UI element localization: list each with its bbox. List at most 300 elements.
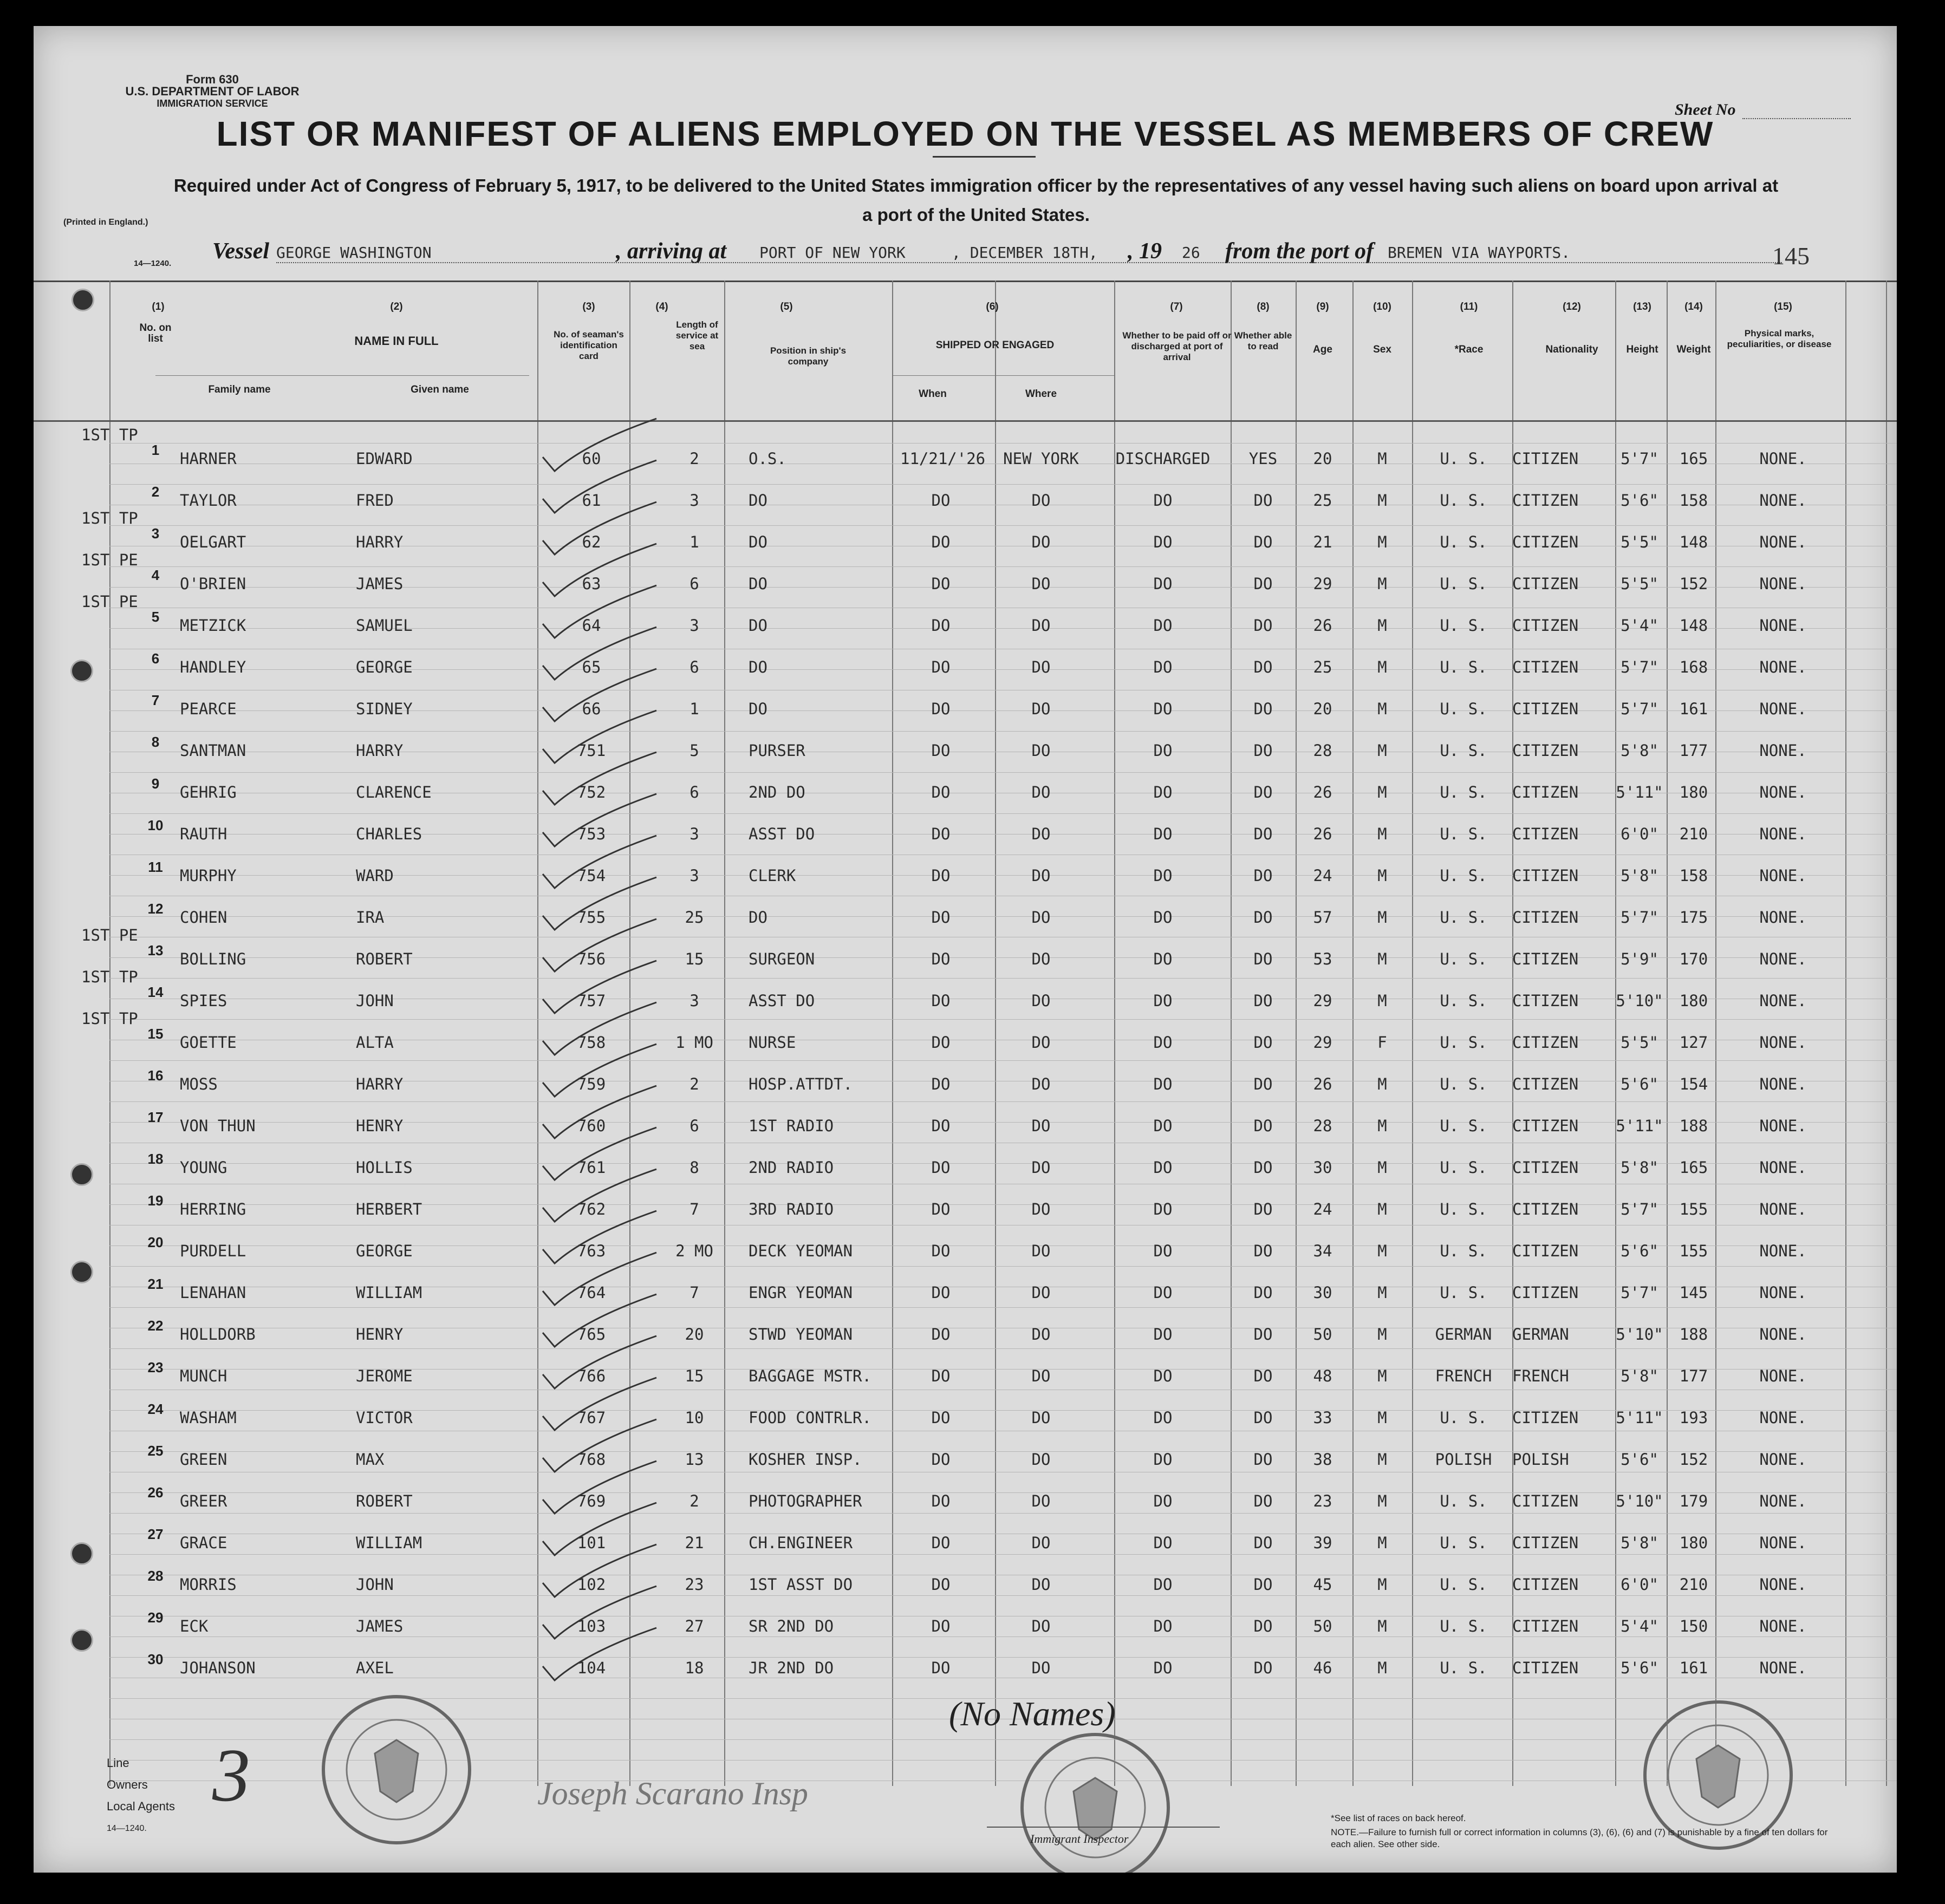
- card-number: 102: [577, 1575, 606, 1594]
- physical-marks: NONE.: [1759, 1450, 1807, 1469]
- family-name: PURDELL: [180, 1242, 246, 1260]
- age: 53: [1313, 950, 1332, 968]
- paid-off: DO: [1153, 1409, 1173, 1427]
- family-name: COHEN: [180, 908, 227, 927]
- footer-form-code: 14—1240.: [107, 1824, 147, 1833]
- race: U. S.: [1440, 825, 1487, 843]
- race: U. S.: [1440, 1534, 1487, 1552]
- paid-off: DO: [1153, 992, 1173, 1010]
- shipped-where: DO: [1031, 1283, 1051, 1302]
- nationality: CITIZEN: [1512, 1617, 1579, 1635]
- shipped-when: DO: [931, 992, 951, 1010]
- family-name: SANTMAN: [180, 741, 246, 760]
- race: GERMAN: [1435, 1325, 1492, 1344]
- col-num-13: (13): [1633, 301, 1651, 312]
- row-number: 26: [147, 1484, 164, 1501]
- given-name: SIDNEY: [356, 700, 413, 718]
- check-mark: [543, 1169, 656, 1222]
- check-mark: [543, 1628, 656, 1680]
- owners-label: Owners: [107, 1778, 148, 1791]
- family-name: LENAHAN: [180, 1283, 246, 1302]
- sex: M: [1377, 1409, 1387, 1427]
- nationality: CITIZEN: [1512, 575, 1579, 593]
- page-subtitle: Required under Act of Congress of February 5, 1917, to be delivered to the United States immigration officer by the representatives of any vessel having such aliens on board upon arrival at a port of the United States.: [173, 175, 1779, 225]
- shipped-when: DO: [931, 1492, 951, 1510]
- shipped-when: DO: [931, 1450, 951, 1469]
- length-of-service: 6: [689, 783, 699, 801]
- row-number: 25: [147, 1443, 164, 1459]
- shipped-when: 11/21/'26: [900, 449, 986, 468]
- family-name: GREER: [180, 1492, 227, 1510]
- form-number: Form 630: [186, 73, 239, 86]
- age: 28: [1313, 1117, 1332, 1135]
- family-name: SPIES: [180, 992, 227, 1010]
- handwritten-number: 3: [212, 1733, 250, 1817]
- title-rule: [933, 156, 1036, 158]
- weight: 193: [1679, 1409, 1708, 1427]
- given-name: HOLLIS: [356, 1158, 413, 1177]
- shipped-where: DO: [1031, 1367, 1051, 1385]
- family-name: MORRIS: [180, 1575, 237, 1594]
- paid-off: DO: [1153, 1659, 1173, 1677]
- paid-off: DO: [1153, 1617, 1173, 1635]
- family-name: METZICK: [180, 616, 246, 635]
- col-num-4: (4): [655, 301, 668, 312]
- length-of-service: 3: [689, 866, 699, 885]
- page-number: 145: [1772, 242, 1810, 270]
- position: PHOTOGRAPHER: [749, 1492, 862, 1510]
- given-name: JOHN: [356, 992, 394, 1010]
- nationality: CITIZEN: [1512, 533, 1579, 551]
- shipped-when: DO: [931, 1575, 951, 1594]
- sex: M: [1377, 1158, 1387, 1177]
- weight: 127: [1679, 1033, 1708, 1052]
- position: HOSP.ATTDT.: [749, 1075, 853, 1093]
- sex: M: [1377, 1450, 1387, 1469]
- nationality: CITIZEN: [1512, 741, 1579, 760]
- race: U. S.: [1440, 1117, 1487, 1135]
- nationality: CITIZEN: [1512, 908, 1579, 927]
- col-head-height: Height: [1626, 344, 1658, 355]
- position: NURSE: [749, 1033, 796, 1052]
- paid-off: DO: [1153, 533, 1173, 551]
- height: 5'5": [1621, 533, 1658, 551]
- row-number: 24: [147, 1401, 164, 1417]
- row-number: 17: [147, 1109, 164, 1125]
- able-to-read: YES: [1248, 449, 1278, 468]
- given-name: CHARLES: [356, 825, 422, 843]
- shipped-when: DO: [931, 1367, 951, 1385]
- shipped-where: DO: [1031, 533, 1051, 551]
- shipped-where: DO: [1031, 1409, 1051, 1427]
- nationality: CITIZEN: [1512, 1659, 1579, 1677]
- paid-off: DO: [1153, 1367, 1173, 1385]
- sex: M: [1377, 533, 1387, 551]
- family-name: GRACE: [180, 1534, 227, 1552]
- physical-marks: NONE.: [1759, 908, 1807, 927]
- height: 5'11": [1616, 1409, 1663, 1427]
- nationality: CITIZEN: [1512, 491, 1579, 510]
- check-mark: [543, 1211, 656, 1263]
- family-name: PEARCE: [180, 700, 237, 718]
- row-number: 20: [147, 1234, 164, 1250]
- family-name: JOHANSON: [180, 1659, 256, 1677]
- paid-off: DO: [1153, 1200, 1173, 1218]
- family-name: HARNER: [180, 449, 237, 468]
- able-to-read: DO: [1253, 1617, 1273, 1635]
- age: 50: [1313, 1617, 1332, 1635]
- paid-off: DO: [1153, 658, 1173, 676]
- paid-off: DO: [1153, 1450, 1173, 1469]
- physical-marks: NONE.: [1759, 700, 1807, 718]
- shipped-where: DO: [1031, 575, 1051, 593]
- age: 26: [1313, 783, 1332, 801]
- card-number: 760: [577, 1117, 606, 1135]
- weight: 150: [1679, 1617, 1708, 1635]
- check-mark: [543, 1461, 656, 1514]
- able-to-read: DO: [1253, 1409, 1273, 1427]
- height: 6'0": [1621, 1575, 1658, 1594]
- check-mark: [543, 877, 656, 930]
- length-of-service: 6: [689, 1117, 699, 1135]
- row-number: 21: [147, 1276, 164, 1292]
- shipped-where: DO: [1031, 908, 1051, 927]
- row-number: 3: [151, 525, 160, 542]
- card-number: 759: [577, 1075, 606, 1093]
- nationality: CITIZEN: [1512, 1033, 1579, 1052]
- age: 33: [1313, 1409, 1332, 1427]
- consulate-stamp-left: [315, 1688, 478, 1851]
- shipped-where: DO: [1031, 658, 1051, 676]
- height: 5'6": [1621, 491, 1658, 510]
- paid-off: DO: [1153, 866, 1173, 885]
- physical-marks: NONE.: [1759, 1534, 1807, 1552]
- position: DO: [749, 700, 767, 718]
- race: U. S.: [1440, 1617, 1487, 1635]
- check-mark: [543, 1294, 656, 1347]
- family-name: MURPHY: [180, 866, 237, 885]
- col-head-marks: Physical marks, peculiarities, or disease: [1727, 328, 1832, 349]
- able-to-read: DO: [1253, 616, 1273, 635]
- weight: 155: [1679, 1242, 1708, 1260]
- shipped-when: DO: [931, 1075, 951, 1093]
- position: CLERK: [749, 866, 796, 885]
- able-to-read: DO: [1253, 491, 1273, 510]
- race: U. S.: [1440, 1492, 1487, 1510]
- position: JR 2ND DO: [749, 1659, 834, 1677]
- shipped-where: DO: [1031, 825, 1051, 843]
- col-head-name: NAME IN FULL: [354, 334, 439, 348]
- check-mark: [543, 836, 656, 888]
- check-mark: [543, 794, 656, 846]
- row-number: 29: [147, 1609, 164, 1626]
- given-name: HENRY: [356, 1117, 404, 1135]
- card-number: 65: [582, 658, 601, 676]
- weight: 177: [1679, 1367, 1708, 1385]
- paid-off: DO: [1153, 825, 1173, 843]
- check-mark: [543, 585, 656, 638]
- sex: M: [1377, 1534, 1387, 1552]
- height: 5'9": [1621, 950, 1658, 968]
- no-names-annotation: (No Names): [949, 1694, 1116, 1733]
- family-name: WASHAM: [180, 1409, 237, 1427]
- binding-hole: [70, 1629, 93, 1652]
- sex: M: [1377, 1659, 1387, 1677]
- sex: M: [1377, 741, 1387, 760]
- nationality: CITIZEN: [1512, 783, 1579, 801]
- weight: 152: [1679, 575, 1708, 593]
- paid-off: DO: [1153, 1033, 1173, 1052]
- col-head-age: Age: [1313, 344, 1332, 355]
- sex: M: [1377, 449, 1387, 468]
- given-name: JOHN: [356, 1575, 394, 1594]
- arrival-port: PORT OF NEW YORK: [759, 244, 906, 262]
- card-number: 765: [577, 1325, 606, 1344]
- sex: M: [1377, 1075, 1387, 1093]
- shipped-when: DO: [931, 1283, 951, 1302]
- paid-off: DO: [1153, 908, 1173, 927]
- race: U. S.: [1440, 491, 1487, 510]
- check-mark: [543, 1378, 656, 1430]
- shipped-when: DO: [931, 1659, 951, 1677]
- height: 5'7": [1621, 1283, 1658, 1302]
- physical-marks: NONE.: [1759, 950, 1807, 968]
- length-of-service: 8: [689, 1158, 699, 1177]
- col-num-2: (2): [390, 301, 403, 312]
- given-name: EDWARD: [356, 449, 413, 468]
- length-of-service: 1 MO: [675, 1033, 713, 1052]
- physical-marks: NONE.: [1759, 825, 1807, 843]
- sex: M: [1377, 908, 1387, 927]
- height: 5'8": [1621, 741, 1658, 760]
- given-name: JAMES: [356, 575, 404, 593]
- col-head-when: When: [919, 388, 947, 400]
- given-name: HARRY: [356, 1075, 404, 1093]
- binding-hole: [70, 1542, 93, 1565]
- length-of-service: 2: [689, 1075, 699, 1093]
- able-to-read: DO: [1253, 1367, 1273, 1385]
- paid-off: DO: [1153, 616, 1173, 635]
- physical-marks: NONE.: [1759, 1200, 1807, 1218]
- race: POLISH: [1435, 1450, 1492, 1469]
- length-of-service: 3: [689, 491, 699, 510]
- row-number: 28: [147, 1568, 164, 1584]
- shipped-when: DO: [931, 783, 951, 801]
- nationality: CITIZEN: [1512, 1075, 1579, 1093]
- weight: 145: [1679, 1283, 1708, 1302]
- race: U. S.: [1440, 1158, 1487, 1177]
- physical-marks: NONE.: [1759, 1033, 1807, 1052]
- shipped-when: DO: [931, 575, 951, 593]
- given-name: HARRY: [356, 533, 404, 551]
- given-name: SAMUEL: [356, 616, 413, 635]
- shipped-when: DO: [931, 1117, 951, 1135]
- row-number: 19: [147, 1192, 164, 1209]
- race: U. S.: [1440, 1033, 1487, 1052]
- position: BAGGAGE MSTR.: [749, 1367, 871, 1385]
- physical-marks: NONE.: [1759, 1367, 1807, 1385]
- position: 1ST RADIO: [749, 1117, 834, 1135]
- col-num-1: (1): [152, 301, 165, 312]
- weight: 170: [1679, 950, 1708, 968]
- family-name: BOLLING: [180, 950, 246, 968]
- age: 39: [1313, 1534, 1332, 1552]
- col-head-read: Whether able to read: [1234, 330, 1292, 351]
- card-number: 103: [577, 1617, 606, 1635]
- page-title: LIST OR MANIFEST OF ALIENS EMPLOYED ON THE VESSEL AS MEMBERS OF CREW: [216, 114, 1714, 153]
- col-head-paid: Whether to be paid off or discharged at port of arrival: [1122, 330, 1232, 362]
- sex: M: [1377, 700, 1387, 718]
- race: U. S.: [1440, 575, 1487, 593]
- given-name: CLARENCE: [356, 783, 432, 801]
- age: 24: [1313, 1200, 1332, 1218]
- physical-marks: NONE.: [1759, 449, 1807, 468]
- shipped-where: DO: [1031, 950, 1051, 968]
- arrival-date: , DECEMBER 18TH,: [952, 244, 1098, 262]
- age: 26: [1313, 1075, 1332, 1093]
- card-number: 761: [577, 1158, 606, 1177]
- checkmark-layer: [34, 281, 1897, 1786]
- length-of-service: 20: [685, 1325, 704, 1344]
- row-number: 23: [147, 1359, 164, 1375]
- form-code: 14—1240.: [134, 259, 172, 268]
- weight: 158: [1679, 866, 1708, 885]
- length-of-service: 25: [685, 908, 704, 927]
- family-name: GOETTE: [180, 1033, 237, 1052]
- position: O.S.: [749, 449, 786, 468]
- card-number: 101: [577, 1534, 606, 1552]
- nationality: POLISH: [1512, 1450, 1569, 1469]
- shipped-where: DO: [1031, 1492, 1051, 1510]
- weight: 165: [1679, 1158, 1708, 1177]
- shipped-when: DO: [931, 866, 951, 885]
- card-number: 767: [577, 1409, 606, 1427]
- card-number: 66: [582, 700, 601, 718]
- sheet-no-label: Sheet No: [1675, 101, 1736, 119]
- length-of-service: 15: [685, 950, 704, 968]
- nationality: CITIZEN: [1512, 1492, 1579, 1510]
- physical-marks: NONE.: [1759, 658, 1807, 676]
- physical-marks: NONE.: [1759, 1409, 1807, 1427]
- card-number: 757: [577, 992, 606, 1010]
- length-of-service: 21: [685, 1534, 704, 1552]
- row-number: 2: [151, 484, 160, 500]
- age: 20: [1313, 700, 1332, 718]
- vessel-label: Vessel: [212, 239, 269, 264]
- age: 38: [1313, 1450, 1332, 1469]
- length-of-service: 10: [685, 1409, 704, 1427]
- weight: 165: [1679, 449, 1708, 468]
- shipped-when: DO: [931, 1242, 951, 1260]
- sex: M: [1377, 1575, 1387, 1594]
- sex: M: [1377, 1283, 1387, 1302]
- row-number: 6: [151, 650, 160, 667]
- physical-marks: NONE.: [1759, 866, 1807, 885]
- department-name: U.S. DEPARTMENT OF LABOR: [125, 84, 300, 98]
- paid-off: DO: [1153, 1534, 1173, 1552]
- position: STWD YEOMAN: [749, 1325, 853, 1344]
- height: 5'11": [1616, 1117, 1663, 1135]
- shipped-where: DO: [1031, 1242, 1051, 1260]
- able-to-read: DO: [1253, 866, 1273, 885]
- position: 3RD RADIO: [749, 1200, 834, 1218]
- family-name: ECK: [180, 1617, 209, 1635]
- position: 1ST ASST DO: [749, 1575, 853, 1594]
- paid-off: DO: [1153, 950, 1173, 968]
- binding-hole: [70, 1261, 93, 1283]
- given-name: MAX: [356, 1450, 385, 1469]
- races-note: *See list of races on back hereof.: [1331, 1813, 1466, 1823]
- age: 29: [1313, 1033, 1332, 1052]
- paid-off: DO: [1153, 783, 1173, 801]
- age: 50: [1313, 1325, 1332, 1344]
- height: 5'10": [1616, 1492, 1663, 1510]
- height: 5'6": [1621, 1450, 1658, 1469]
- able-to-read: DO: [1253, 1659, 1273, 1677]
- physical-marks: NONE.: [1759, 575, 1807, 593]
- card-number: 762: [577, 1200, 606, 1218]
- check-mark: [543, 502, 656, 555]
- nationality: CITIZEN: [1512, 616, 1579, 635]
- race: U. S.: [1440, 1659, 1487, 1677]
- card-number: 769: [577, 1492, 606, 1510]
- shipped-where: DO: [1031, 1200, 1051, 1218]
- check-mark: [543, 1002, 656, 1055]
- length-of-service: 3: [689, 616, 699, 635]
- shipped-when: DO: [931, 950, 951, 968]
- penalty-note: NOTE.—Failure to furnish full or correct information in columns (3), (6), (6) and (7) is punishable by a fine of ten dollars for each alien. See other side.: [1331, 1827, 1828, 1849]
- age: 25: [1313, 658, 1332, 676]
- sex: M: [1377, 992, 1387, 1010]
- arriving-label: , arriving at: [616, 239, 727, 264]
- height: 5'10": [1616, 992, 1663, 1010]
- family-name: O'BRIEN: [180, 575, 246, 593]
- margin-note: 1ST PE: [81, 592, 138, 611]
- race: U. S.: [1440, 1075, 1487, 1093]
- length-of-service: 13: [685, 1450, 704, 1469]
- sex: M: [1377, 866, 1387, 885]
- manifest-table: [34, 281, 1897, 1786]
- age: 28: [1313, 741, 1332, 760]
- weight: 180: [1679, 1534, 1708, 1552]
- inspector-signature: Joseph Scarano Insp: [537, 1776, 808, 1811]
- row-number: 8: [151, 734, 160, 750]
- given-name: GEORGE: [356, 1242, 413, 1260]
- length-of-service: 5: [689, 741, 699, 760]
- length-of-service: 7: [689, 1200, 699, 1218]
- shipped-where: DO: [1031, 1117, 1051, 1135]
- height: 5'4": [1621, 1617, 1658, 1635]
- family-name: GEHRIG: [180, 783, 237, 801]
- paid-off: DO: [1153, 575, 1173, 593]
- height: 5'7": [1621, 1200, 1658, 1218]
- age: 34: [1313, 1242, 1332, 1260]
- row-number: 4: [151, 567, 160, 583]
- nationality: CITIZEN: [1512, 1158, 1579, 1177]
- race: U. S.: [1440, 533, 1487, 551]
- arrival-year: 26: [1182, 244, 1200, 262]
- physical-marks: NONE.: [1759, 1325, 1807, 1344]
- paid-off: DO: [1153, 1158, 1173, 1177]
- check-mark: [543, 1336, 656, 1388]
- from-port: BREMEN VIA WAYPORTS.: [1388, 244, 1571, 262]
- able-to-read: DO: [1253, 1283, 1273, 1302]
- able-to-read: DO: [1253, 825, 1273, 843]
- physical-marks: NONE.: [1759, 1158, 1807, 1177]
- position: ENGR YEOMAN: [749, 1283, 853, 1302]
- vessel-line: [212, 238, 1837, 271]
- height: 5'8": [1621, 1534, 1658, 1552]
